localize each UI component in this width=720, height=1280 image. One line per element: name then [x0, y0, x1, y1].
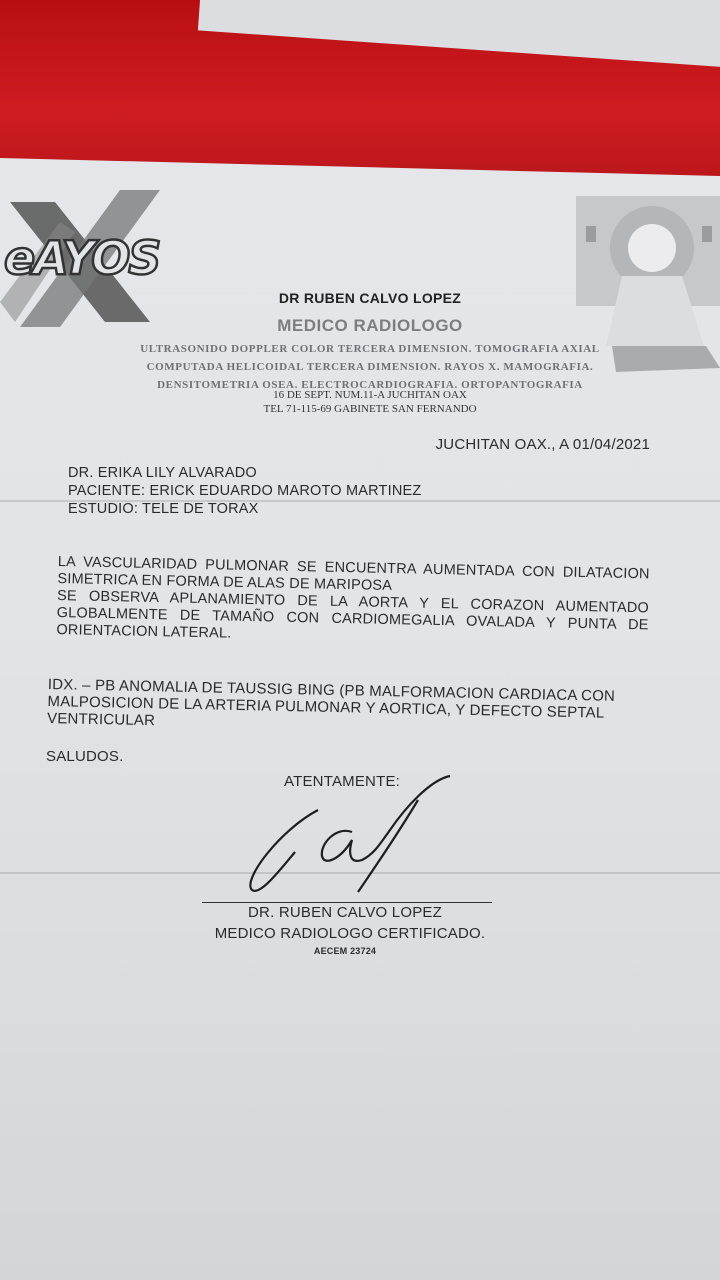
study-type: ESTUDIO: TELE DE TORAX: [68, 501, 259, 517]
services-line: DENSITOMETRIA OSEA. ELECTROCARDIOGRAFIA. ORTOPANTOGRAFIA: [157, 379, 583, 391]
referring-doctor: DR. ERIKA LILY ALVARADO: [68, 465, 257, 481]
services-list: [60, 340, 680, 394]
signature-line: [202, 902, 492, 903]
doctor-name-header: DR RUBEN CALVO LOPEZ: [278, 290, 462, 306]
services-line: COMPUTADA HELICOIDAL TERCERA DIMENSION. RAYOS X. MAMOGRAFIA.: [146, 361, 594, 373]
handwritten-signature: [240, 770, 470, 910]
greeting: SALUDOS.: [46, 748, 124, 765]
finding-item: SE OBSERVA APLANAMIENTO DE LA AORTA Y EL CORAZON AUMENTADO GLOBALMENTE DE TAMAÑO CON CARDIOMEGALIA OVALADA Y PUNTA DE ORIENTACION LATERAL.: [56, 587, 650, 642]
patient-name: PACIENTE: ERICK EDUARDO MAROTO MARTINEZ: [68, 483, 422, 499]
place-date: JUCHITAN OAX., A 01/04/2021: [435, 436, 650, 453]
diagnostic-impression: IDX. – PB ANOMALIA DE TAUSSIG BING (PB MALFORMACION CARDIACA CON MALPOSICION DE LA ARTERIA PULMONAR Y AORTICA, Y DEFECTO SEPTAL VENTRICULAR: [46, 676, 616, 730]
report-header-block: [68, 464, 421, 518]
address-block: [60, 388, 680, 416]
signer-name: DR. RUBEN CALVO LOPEZ: [248, 904, 442, 921]
closing: ATENTAMENTE:: [284, 773, 401, 790]
signer-title: MEDICO RADIOLOGO CERTIFICADO.: [214, 925, 486, 942]
finding-item: LA VASCULARIDAD PULMONAR SE ENCUENTRA AUMENTADA CON DILATACION SIMETRICA EN FORMA DE ALAS DE MARIPOSA: [57, 554, 650, 595]
services-line: ULTRASONIDO DOPPLER COLOR TERCERA DIMENSION. TOMOGRAFIA AXIAL: [140, 343, 600, 355]
svg-text:eAYOS: eAYOS: [4, 231, 160, 285]
rayos-x-logo: [0, 182, 190, 332]
findings-paragraph: [56, 554, 650, 651]
address-line: 16 DE SEPT. NUM.11-A JUCHITAN OAX: [273, 389, 467, 401]
phone-line: TEL 71-115-69 GABINETE SAN FERNANDO: [263, 403, 477, 415]
license-number: AECEM 23724: [313, 946, 377, 956]
specialty-header: MEDICO RADIOLOGO: [277, 316, 463, 335]
